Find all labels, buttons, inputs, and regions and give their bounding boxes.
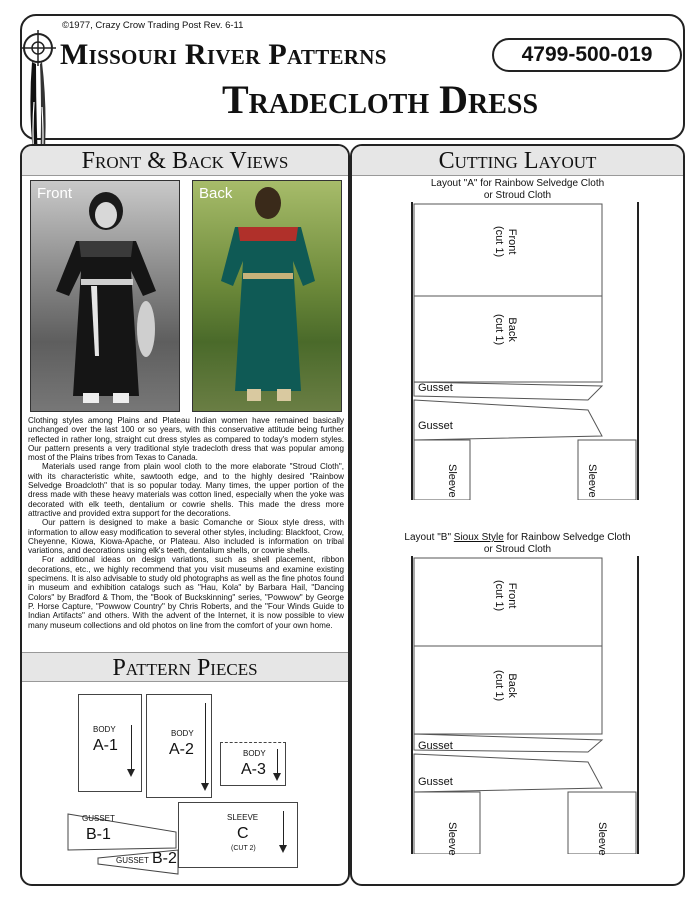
layout-a-caption: Layout "A" for Rainbow Selvedge Cloth or Stroud Cloth xyxy=(430,178,605,201)
grain-arrow-icon xyxy=(277,749,278,779)
front-back-panel xyxy=(20,144,350,886)
front-view-photo xyxy=(30,180,180,412)
grain-arrow-icon xyxy=(205,703,206,789)
layout-a-gusset-1: Gusset xyxy=(418,382,453,394)
front-back-title: Front & Back Views xyxy=(22,146,348,176)
layout-a-sleeve-1: Sleeve xyxy=(446,464,458,498)
layout-b-caption: Layout "B" Sioux Style for Rainbow Selvedge Cloth or Stroud Cloth xyxy=(404,532,631,555)
layout-a-diagram xyxy=(352,200,685,500)
gusset-b2-id: B-2 xyxy=(152,850,177,867)
grain-arrow-icon xyxy=(131,725,132,775)
layout-b-sleeve-1: Sleeve xyxy=(446,822,458,856)
layout-b-back-label: Back (cut 1) xyxy=(493,670,518,702)
gusset-b1-name: GUSSET xyxy=(82,814,115,823)
layout-b-front-label: Front (cut 1) xyxy=(493,580,518,612)
layout-b-sleeve-2: Sleeve xyxy=(596,822,608,856)
front-figure-icon xyxy=(31,181,180,412)
layout-b-gusset-1: Gusset xyxy=(418,740,453,752)
layout-a-back-label: Back (cut 1) xyxy=(493,314,518,346)
piece-a1: BODY A-1 xyxy=(78,694,142,792)
gusset-b1-id: B-1 xyxy=(86,826,111,843)
pattern-code-badge: 4799-500-019 xyxy=(492,38,682,72)
pattern-pieces-title: Pattern Pieces xyxy=(22,652,348,682)
piece-a2: BODY A-2 xyxy=(146,694,212,798)
cutting-layout-panel xyxy=(350,144,685,886)
back-figure-icon xyxy=(193,181,342,412)
page-title: Tradecloth Dress xyxy=(221,77,539,122)
piece-c-sleeve: SLEEVE C (CUT 2) xyxy=(178,802,298,868)
front-label: Front xyxy=(37,185,73,202)
layout-a-sleeve-2: Sleeve xyxy=(586,464,598,498)
layout-a-front-label: Front (cut 1) xyxy=(493,226,518,258)
paragraph: Our pattern is designed to make a basic Comanche or Sioux style dress, with information to allow easy modification to several other styles, including: Blackfoot, Crow, Cheyenne, Kiowa, Kiowa-Apache, or Plateau. Also included is information on tribal variations, and decorations using elk's teeth, dentalium shells, or cowrie shells. xyxy=(28,518,344,556)
paragraph: For additional ideas on design variations, such as shell placement, ribbon decorations, etc., we highly recommend that you visit museums and examine existing specimens. It is also advisable to study old photographs as well as the fine photos found in museum and exhibition catalogs such as "Hau, Kola" by Barbara Hail, "Dancing Colors" by Bradford & Thom, the "Book of Buckskinning" series, "Powwow" by George P. Horse Capture, "Powwow Country" by Chris Roberts, and the "Four Winds Guide to Indian Artifacts" and others. With the advent of the Internet, it is now possible to view many museum collections and old photos on line from the comfort of your own home. xyxy=(28,555,344,630)
cutting-layout-title: Cutting Layout xyxy=(352,146,683,176)
layout-a-gusset-2: Gusset xyxy=(418,420,453,432)
grain-arrow-icon xyxy=(283,811,284,851)
layout-b-gusset-2: Gusset xyxy=(418,776,453,788)
piece-a3: BODY A-3 xyxy=(220,742,286,786)
layout-b-diagram xyxy=(352,554,685,854)
paragraph: Clothing styles among Plains and Plateau Indian women have remained basically unchanged over the last 100 or so years, with this conservative attitude being further reflected in rather long, straight cut dress styles as compared to today's modern styles. Our pattern presents a very traditional style tradecloth dress that was popular among most of the Plains tribes from Texas to Canada. xyxy=(28,416,344,463)
copyright-line: ©1977, Crazy Crow Trading Post Rev. 6-11 xyxy=(62,20,244,31)
gusset-b2-name: GUSSET xyxy=(116,856,149,865)
paragraph: Materials used range from plain wool cloth to the more elaborate "Stroud Cloth", with its characteristic white, sawtooth edge, and to the highly desired "Rainbow Selvedge Broadcloth" that is so popular today. Many times, the upper portion of the dress made with these heavy materials was cotton lined, especially when the yoke was decorated with elk teeth, dentalium or cowrie shells. This made the dress more attractive and provided extra support for the decorations. xyxy=(28,462,344,518)
description-text xyxy=(28,416,344,630)
back-label: Back xyxy=(199,185,233,202)
back-view-photo xyxy=(192,180,342,412)
series-title: Missouri River Patterns xyxy=(60,38,387,71)
